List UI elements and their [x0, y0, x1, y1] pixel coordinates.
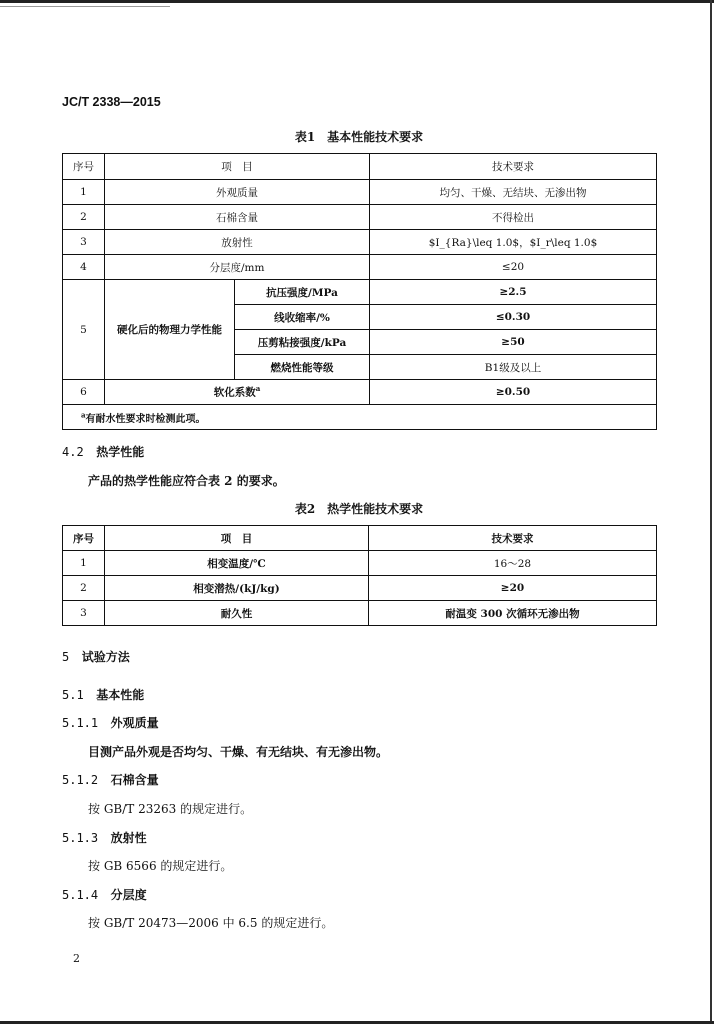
row-req: ≤20: [370, 255, 657, 280]
table-row: [63, 601, 657, 626]
row-req: ≥20: [369, 576, 657, 601]
row-item: 分层度/mm: [105, 255, 370, 280]
row-req: 不得检出: [370, 205, 657, 230]
scan-line: [0, 6, 170, 7]
table1-caption: 表1 基本性能技术要求: [294, 130, 424, 144]
subrow-item: 线收缩率/%: [235, 305, 370, 330]
footnote-mark: a: [255, 384, 261, 394]
row-req: $I_{Ra}\leq 1.0$，$I_r\leq 1.0$: [370, 230, 657, 255]
section-title: 试验方法: [81, 650, 130, 664]
clause-heading: [62, 714, 159, 731]
group-no: 5: [63, 280, 105, 380]
clause-heading: [62, 829, 147, 846]
clause-heading: [62, 886, 147, 903]
row-req: 16～28: [369, 551, 657, 576]
table-row: [63, 180, 657, 205]
section-title: 热学性能: [96, 445, 145, 459]
paragraph: 按 GB/T 23263 的规定进行。: [88, 802, 253, 816]
subrow-item: 燃烧性能等级: [235, 355, 370, 380]
table2: [62, 525, 657, 626]
paragraph: 按 GB/T 20473—2006 中 6.5 的规定进行。: [88, 916, 334, 930]
subrow-req: ≥50: [370, 330, 657, 355]
row-item: 耐久性: [105, 601, 369, 626]
row-no: 3: [63, 230, 105, 255]
paragraph: 目测产品外观是否均匀、干燥、有无结块、有无渗出物。: [88, 745, 389, 759]
row-item: 外观质量: [105, 180, 370, 205]
table-row: [63, 380, 657, 405]
table-row: [63, 551, 657, 576]
row-no: 3: [63, 601, 105, 626]
clause-number: 5.1.3: [62, 831, 99, 845]
section-title: 基本性能: [96, 688, 145, 702]
row-req: 均匀、干燥、无结块、无渗出物: [370, 180, 657, 205]
subrow-item: 抗压强度/MPa: [235, 280, 370, 305]
subrow-req: B1级及以上: [370, 355, 657, 380]
table-row: [63, 576, 657, 601]
table1-header-row: [63, 154, 657, 180]
row-item: 相变温度/℃: [105, 551, 369, 576]
row-no: 4: [63, 255, 105, 280]
table2-head-req: 技术要求: [369, 526, 657, 551]
table-row: [63, 280, 657, 305]
row-no: 6: [63, 380, 105, 405]
section-number: 5: [62, 650, 70, 664]
page-number: 2: [73, 952, 80, 965]
subrow-req: ≤0.30: [370, 305, 657, 330]
subrow-req: ≥2.5: [370, 280, 657, 305]
clause-title: 分层度: [110, 888, 147, 902]
table1-head-item: 项 目: [105, 154, 370, 180]
section-heading: [62, 686, 144, 703]
table2-header-row: [63, 526, 657, 551]
table-note-row: [63, 405, 657, 430]
row-item-text: 软化系数: [213, 386, 256, 399]
row-item: 石棉含量: [105, 205, 370, 230]
scan-edge-top: [0, 0, 714, 3]
table1-head-req: 技术要求: [370, 154, 657, 180]
row-req: 耐温变 300 次循环无渗出物: [369, 601, 657, 626]
clause-number: 5.1.2: [62, 773, 99, 787]
paragraph: 产品的热学性能应符合表 2 的要求。: [88, 474, 285, 488]
section-heading: [62, 648, 130, 665]
table-note: [63, 405, 657, 430]
group-label: 硬化后的物理力学性能: [105, 280, 235, 380]
row-no: 2: [63, 205, 105, 230]
table-row: [63, 205, 657, 230]
clause-number: 5.1.4: [62, 888, 99, 902]
subrow-item: 压剪粘接强度/kPa: [235, 330, 370, 355]
clause-title: 石棉含量: [110, 773, 159, 787]
footnote-mark: a: [81, 410, 86, 420]
table1-head-no: 序号: [63, 154, 105, 180]
table2-head-item: 项 目: [105, 526, 369, 551]
row-item: 放射性: [105, 230, 370, 255]
section-number: 5.1: [62, 688, 84, 702]
paragraph: 按 GB 6566 的规定进行。: [88, 859, 233, 873]
table1: [62, 153, 657, 430]
scan-edge-right: [710, 0, 712, 1024]
clause-number: 5.1.1: [62, 716, 99, 730]
table-row: [63, 255, 657, 280]
row-item: [105, 380, 370, 405]
table2-caption: 表2 热学性能技术要求: [294, 502, 424, 516]
clause-title: 放射性: [110, 831, 147, 845]
row-no: 1: [63, 180, 105, 205]
table2-head-no: 序号: [63, 526, 105, 551]
standard-number: JC/T 2338—2015: [62, 95, 161, 109]
section-number: 4.2: [62, 445, 84, 459]
table-row: [63, 230, 657, 255]
clause-heading: [62, 771, 159, 788]
table-note-text: 有耐水性要求时检测此项。: [85, 413, 206, 425]
row-no: 2: [63, 576, 105, 601]
clause-title: 外观质量: [110, 716, 159, 730]
row-no: 1: [63, 551, 105, 576]
row-req: ≥0.50: [370, 380, 657, 405]
section-heading: [62, 443, 144, 460]
row-item: 相变潜热/(kJ/kg): [105, 576, 369, 601]
